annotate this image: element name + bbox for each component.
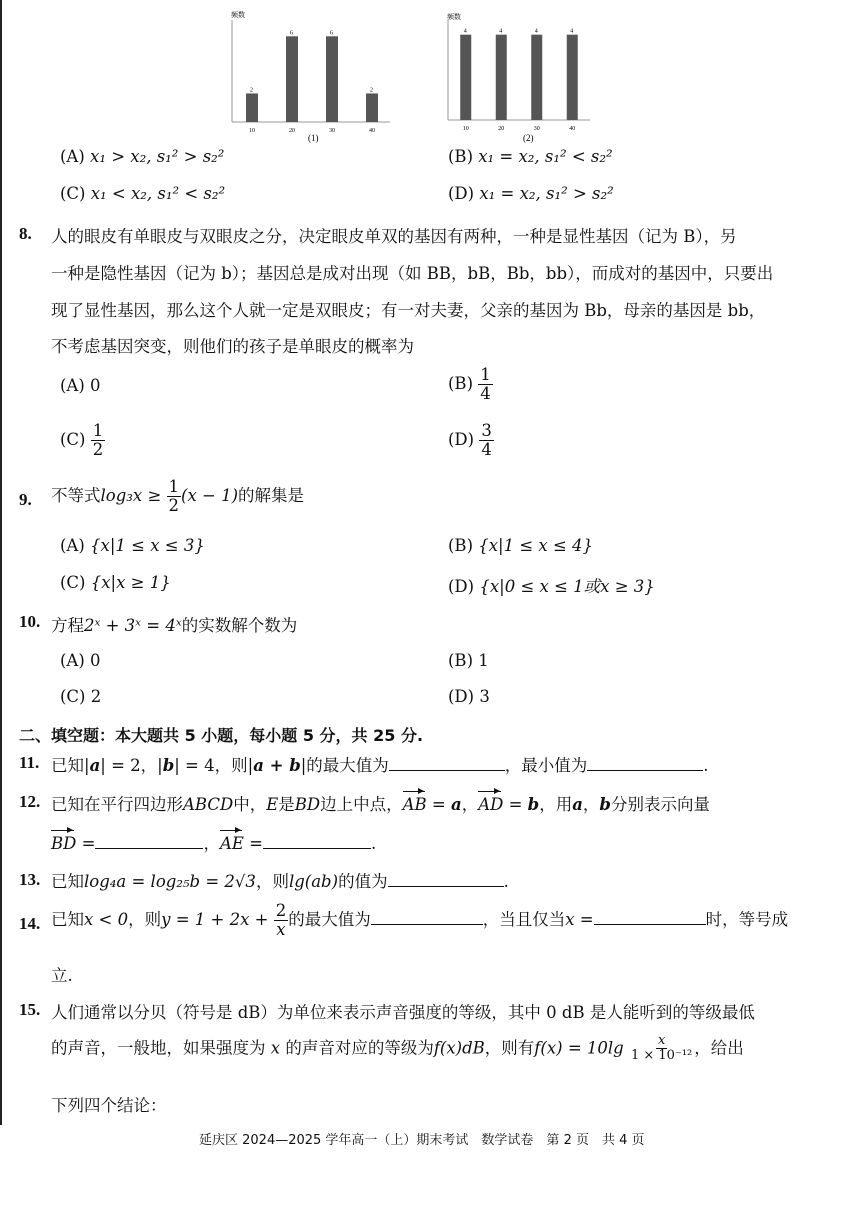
q15-line-2: 的声音，一般地，如果强度为 x 的声音对应的等级为f(x)dB，则有f(x) = 10lg $\frac{x}{\text{1 × 10⁻¹²}}$ ，给出 xyxy=(51,1033,744,1064)
q8-option-b: (B) $\frac{1}{4}$ xyxy=(448,365,491,404)
q13-number: 13. xyxy=(19,870,41,889)
chart2-value-label-10: 4 xyxy=(463,28,467,35)
chart2-tick-30: 30 xyxy=(533,126,540,132)
chart1-bar-20 xyxy=(286,36,298,122)
q11-blank-max[interactable] xyxy=(389,756,505,771)
chart2-bar-10 xyxy=(460,35,471,120)
q15-line-3: 下列四个结论： xyxy=(51,1096,167,1115)
chart2-tick-40: 40 xyxy=(569,126,576,132)
q14-blank-max[interactable] xyxy=(371,910,483,925)
q14-blank-x[interactable] xyxy=(594,910,706,925)
q7-option-c: (C) x₁ < x₂, s₁² < s₂² xyxy=(60,184,226,203)
q8-option-c: (C) $\frac{1}{2}$ xyxy=(60,421,104,460)
chart2-tick-10: 10 xyxy=(462,126,469,132)
q9-option-a: (A) {x|1 ≤ x ≤ 3} xyxy=(60,536,205,555)
q13-blank[interactable] xyxy=(388,872,504,887)
q7-option-d: (D) x₁ = x₂, s₁² > s₂² xyxy=(448,184,614,203)
q12-number: 12. xyxy=(19,792,41,811)
chart1-tick-40: 40 xyxy=(369,128,375,134)
chart1-value-label-10: 2 xyxy=(250,87,253,94)
q9-option-b: (B) {x|1 ≤ x ≤ 4} xyxy=(448,536,594,555)
left-margin-rule xyxy=(0,0,2,1125)
q10-option-b: (B) 1 xyxy=(448,651,489,670)
q8-line-1: 人的眼皮有单眼皮与双眼皮之分，决定眼皮单双的基因有两种，一种是显性基因（记为 B），另 xyxy=(51,227,737,246)
histogram-chart-2 xyxy=(444,8,594,146)
section-2-heading: 二、填空题：本大题共 5 小题，每小题 5 分，共 25 分. xyxy=(19,726,424,745)
q10-option-d: (D) 3 xyxy=(448,687,490,706)
q9-stem: 不等式log₃x ≥ $\frac{1}{2}$ (x − 1)的解集是 xyxy=(51,477,305,516)
chart2-bar-30 xyxy=(531,35,542,120)
q12-blank-bd[interactable] xyxy=(95,834,203,849)
q14-line-1: 已知x < 0，则y = 1 + 2x + $\frac{2}{x}$ 的最大值为 ，当且仅当x = 时，等号成 xyxy=(51,901,789,940)
q8-line-3: 现了显性基因，那么这个人就一定是双眼皮；有一对夫妻，父亲的基因为 Bb，母亲的基因是 bb， xyxy=(51,301,766,320)
q8-line-4: 不考虑基因突变，则他们的孩子是单眼皮的概率为 xyxy=(51,337,414,356)
chart1-bar-10 xyxy=(246,93,258,122)
q10-option-c: (C) 2 xyxy=(60,687,102,706)
q8-line-2: 一种是隐性基因（记为 b）；基因总是成对出现（如 BB，bB，Bb，bb），而成对的基因中，只要出 xyxy=(51,264,774,283)
q10-option-a: (A) 0 xyxy=(60,651,101,670)
q10-number: 10. xyxy=(19,612,41,631)
chart2-bar-40 xyxy=(567,35,578,120)
chart2-bar-20 xyxy=(496,35,507,120)
chart2-value-label-40: 4 xyxy=(570,28,574,35)
chart2-caption: (2) xyxy=(523,133,534,143)
q15-line-1: 人们通常以分贝（符号是 dB）为单位来表示声音强度的等级，其中 0 dB 是人能听到的等级最低 xyxy=(51,1003,755,1022)
q10-stem: 方程2ˣ + 3ˣ = 4ˣ的实数解个数为 xyxy=(51,616,298,635)
chart2-value-label-30: 4 xyxy=(534,28,538,35)
chart2-tick-20: 20 xyxy=(498,126,505,132)
q15-number: 15. xyxy=(19,1000,41,1019)
q11-stem: 已知|a| = 2，|b| = 4，则|a + b|的最大值为 ，最小值为 . xyxy=(51,756,709,775)
chart1-tick-10: 10 xyxy=(249,128,255,134)
chart2-ylabel: 频数 xyxy=(447,13,461,21)
q14-line-2: 立. xyxy=(51,966,73,985)
chart1-tick-20: 20 xyxy=(289,128,295,134)
q7-option-b: (B) x₁ = x₂, s₁² < s₂² xyxy=(448,147,613,166)
chart1-tick-30: 30 xyxy=(329,128,335,134)
chart1-caption: (1) xyxy=(308,133,319,143)
q8-number: 8. xyxy=(19,224,32,243)
chart2-value-label-20: 4 xyxy=(499,28,503,35)
q7-option-a: (A) x₁ > x₂, s₁² > s₂² xyxy=(60,147,225,166)
q9-number: 9. xyxy=(19,490,32,509)
q11-blank-min[interactable] xyxy=(587,756,703,771)
q8-option-a: (A) 0 xyxy=(60,376,101,395)
histogram-chart-1 xyxy=(222,8,402,146)
chart1-bar-30 xyxy=(326,36,338,122)
q8-option-d: (D) $\frac{3}{4}$ xyxy=(448,421,492,460)
q14-number: 14. xyxy=(19,914,41,933)
chart1-bar-40 xyxy=(366,93,378,122)
q9-option-c: (C) {x|x ≥ 1} xyxy=(60,573,171,592)
q13-stem: 已知log₄a = log₂₅b = 2√3，则lg(ab)的值为 . xyxy=(51,872,509,891)
q12-line-1: 已知在平行四边形ABCD中，E是BD边上中点，AB = a，AD = b，用a，b分别表示向量 xyxy=(51,795,710,814)
q12-line-2: BD = ，AE = . xyxy=(51,834,377,853)
q11-number: 11. xyxy=(19,753,40,772)
page-footer: 延庆区 2024—2025 学年高一（上）期末考试 数学试卷 第 2 页 共 4 页 xyxy=(199,1133,645,1148)
chart1-value-label-40: 2 xyxy=(370,87,373,94)
chart1-value-label-20: 6 xyxy=(290,30,293,37)
chart1-ylabel: 频数 xyxy=(231,11,245,19)
q12-blank-ae[interactable] xyxy=(263,834,371,849)
chart1-value-label-30: 6 xyxy=(330,30,333,37)
q9-option-d: (D) {x|0 ≤ x ≤ 1或x ≥ 3} xyxy=(448,577,655,596)
